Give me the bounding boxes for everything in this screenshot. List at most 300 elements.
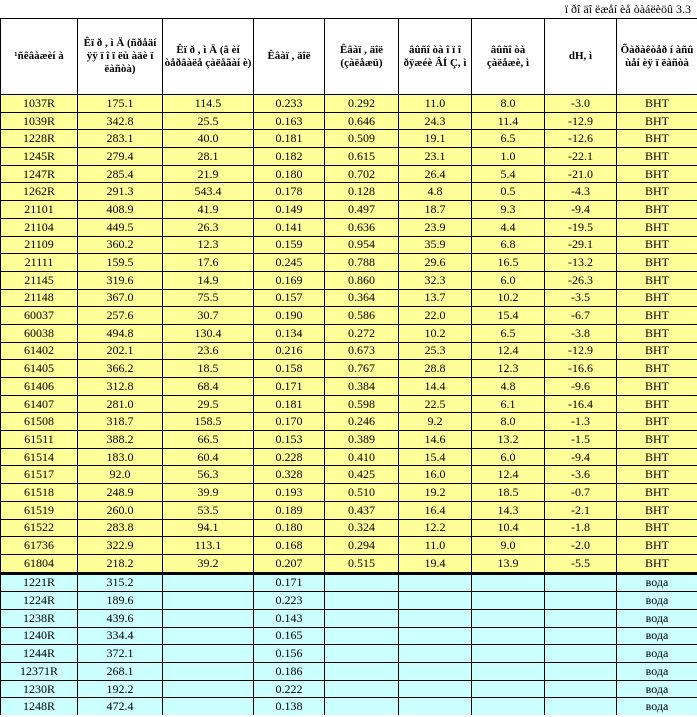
- table-cell: 315.2: [78, 573, 163, 592]
- table-cell: 0.143: [254, 609, 325, 627]
- table-cell: 19.2: [399, 484, 472, 502]
- col-header-kvap: Êâàï , äîë: [254, 19, 325, 95]
- table-cell: 23.6: [163, 342, 254, 360]
- table-cell: -3.6: [545, 466, 617, 484]
- table-row: [1, 501, 697, 519]
- table-cell: -3.0: [545, 95, 617, 113]
- table-row: [1, 395, 697, 413]
- table-cell: [545, 627, 617, 645]
- table-cell: -9.4: [545, 201, 617, 219]
- table-cell: 312.8: [78, 378, 163, 396]
- table-cell: 283.8: [78, 519, 163, 537]
- table-cell: 16.0: [399, 466, 472, 484]
- table-row: [1, 466, 697, 484]
- table-cell: [472, 592, 545, 610]
- table-cell: 61511: [1, 431, 78, 449]
- table-cell: 439.6: [78, 609, 163, 627]
- table-cell: 0.673: [325, 342, 399, 360]
- table-row: [1, 609, 697, 627]
- table-cell: 61407: [1, 395, 78, 413]
- table-cell: 0.702: [325, 165, 399, 183]
- table-cell: 0.245: [254, 254, 325, 272]
- table-cell: 21104: [1, 218, 78, 236]
- table-cell: 0.163: [254, 112, 325, 130]
- table-row: [1, 289, 697, 307]
- table-cell: [545, 663, 617, 681]
- table-cell: вода: [617, 573, 697, 592]
- header-row: [1, 19, 697, 95]
- table-cell: [399, 698, 472, 715]
- table-cell: 1039R: [1, 112, 78, 130]
- table-cell: 11.0: [399, 95, 472, 113]
- table-row: [1, 519, 697, 537]
- table-cell: BHT: [617, 395, 697, 413]
- table-cell: 53.5: [163, 501, 254, 519]
- table-cell: вода: [617, 627, 697, 645]
- table-cell: 23.9: [399, 218, 472, 236]
- table-cell: 21101: [1, 201, 78, 219]
- table-cell: BHT: [617, 271, 697, 289]
- table-cell: 0.181: [254, 130, 325, 148]
- table-cell: 61402: [1, 342, 78, 360]
- table-cell: BHT: [617, 148, 697, 166]
- table-cell: 281.0: [78, 395, 163, 413]
- table-cell: 12.2: [399, 519, 472, 537]
- table-cell: BHT: [617, 112, 697, 130]
- table-cell: 0.272: [325, 324, 399, 342]
- table-cell: 6.5: [472, 324, 545, 342]
- table-cell: -1.5: [545, 431, 617, 449]
- table-cell: [399, 680, 472, 698]
- table-cell: 12371R: [1, 663, 78, 681]
- table-cell: 0.156: [254, 645, 325, 663]
- table-cell: 192.2: [78, 680, 163, 698]
- table-cell: 13.2: [472, 431, 545, 449]
- table-cell: [163, 592, 254, 610]
- table-cell: 322.9: [78, 537, 163, 555]
- table-cell: 12.3: [163, 236, 254, 254]
- table-cell: 61518: [1, 484, 78, 502]
- table-cell: 279.4: [78, 148, 163, 166]
- table-cell: 342.8: [78, 112, 163, 130]
- table-cell: 56.3: [163, 466, 254, 484]
- table-cell: 94.1: [163, 519, 254, 537]
- table-cell: BHT: [617, 183, 697, 201]
- table-body: [1, 95, 697, 716]
- table-cell: 334.4: [78, 627, 163, 645]
- table-cell: 0.170: [254, 413, 325, 431]
- table-cell: 60.4: [163, 448, 254, 466]
- table-cell: 12.4: [472, 342, 545, 360]
- table-cell: 0.190: [254, 307, 325, 325]
- table-cell: [472, 645, 545, 663]
- table-cell: 13.7: [399, 289, 472, 307]
- table-cell: 68.4: [163, 378, 254, 396]
- table-cell: 449.5: [78, 218, 163, 236]
- table-cell: BHT: [617, 236, 697, 254]
- table-cell: [472, 627, 545, 645]
- table-cell: вода: [617, 592, 697, 610]
- table-cell: BHT: [617, 413, 697, 431]
- table-cell: 19.4: [399, 554, 472, 573]
- table-cell: [163, 680, 254, 698]
- table-cell: BHT: [617, 254, 697, 272]
- table-cell: 26.4: [399, 165, 472, 183]
- table-cell: 0.294: [325, 537, 399, 555]
- table-cell: 0.324: [325, 519, 399, 537]
- table-cell: 21148: [1, 289, 78, 307]
- table-cell: 61508: [1, 413, 78, 431]
- table-cell: -4.3: [545, 183, 617, 201]
- table-cell: -19.5: [545, 218, 617, 236]
- table-cell: [163, 573, 254, 592]
- table-cell: [163, 698, 254, 715]
- table-cell: BHT: [617, 378, 697, 396]
- table-cell: 35.9: [399, 236, 472, 254]
- table-cell: -12.9: [545, 112, 617, 130]
- table-cell: 0.223: [254, 592, 325, 610]
- table-cell: 285.4: [78, 165, 163, 183]
- table-cell: 0.180: [254, 519, 325, 537]
- table-cell: 189.6: [78, 592, 163, 610]
- table-row: [1, 112, 697, 130]
- table-cell: 283.1: [78, 130, 163, 148]
- table-cell: 114.5: [163, 95, 254, 113]
- table-cell: 61736: [1, 537, 78, 555]
- table-cell: [399, 645, 472, 663]
- table-cell: 41.9: [163, 201, 254, 219]
- table-cell: [163, 645, 254, 663]
- table-cell: 9.3: [472, 201, 545, 219]
- table-row: [1, 431, 697, 449]
- table-cell: 291.3: [78, 183, 163, 201]
- table-cell: 39.9: [163, 484, 254, 502]
- table-cell: [545, 609, 617, 627]
- table-cell: 28.1: [163, 148, 254, 166]
- table-cell: 19.1: [399, 130, 472, 148]
- table-cell: -1.3: [545, 413, 617, 431]
- table-cell: [472, 573, 545, 592]
- table-cell: 60038: [1, 324, 78, 342]
- table-cell: 1244R: [1, 645, 78, 663]
- table-cell: 1248R: [1, 698, 78, 715]
- table-cell: 4.8: [472, 378, 545, 396]
- table-row: [1, 378, 697, 396]
- table-cell: 30.7: [163, 307, 254, 325]
- table-cell: 4.4: [472, 218, 545, 236]
- table-cell: 1037R: [1, 95, 78, 113]
- table-cell: -5.5: [545, 554, 617, 573]
- table-cell: [545, 573, 617, 592]
- table-cell: 39.2: [163, 554, 254, 573]
- table-cell: 9.2: [399, 413, 472, 431]
- table-cell: 21109: [1, 236, 78, 254]
- table-cell: BHT: [617, 130, 697, 148]
- table-cell: [472, 680, 545, 698]
- table-cell: -9.4: [545, 448, 617, 466]
- table-cell: вода: [617, 663, 697, 681]
- table-cell: 26.3: [163, 218, 254, 236]
- table-cell: [472, 663, 545, 681]
- table-cell: 0.328: [254, 466, 325, 484]
- table-row: [1, 698, 697, 715]
- table-cell: [163, 663, 254, 681]
- table-row: [1, 360, 697, 378]
- table-cell: BHT: [617, 201, 697, 219]
- table-cell: -16.4: [545, 395, 617, 413]
- table-cell: BHT: [617, 360, 697, 378]
- table-cell: 0.860: [325, 271, 399, 289]
- table-cell: 6.1: [472, 395, 545, 413]
- table-row: [1, 627, 697, 645]
- table-cell: 248.9: [78, 484, 163, 502]
- table-cell: [399, 573, 472, 592]
- table-cell: BHT: [617, 501, 697, 519]
- table-cell: 0.171: [254, 378, 325, 396]
- table-cell: BHT: [617, 95, 697, 113]
- table-cell: 260.0: [78, 501, 163, 519]
- table-row: [1, 484, 697, 502]
- table-cell: 15.4: [472, 307, 545, 325]
- table-cell: 5.4: [472, 165, 545, 183]
- table-cell: -2.0: [545, 537, 617, 555]
- table-cell: 0.207: [254, 554, 325, 573]
- table-cell: [325, 573, 399, 592]
- table-cell: 1221R: [1, 573, 78, 592]
- table-row: [1, 554, 697, 573]
- table-cell: 0.233: [254, 95, 325, 113]
- table-cell: 130.4: [163, 324, 254, 342]
- table-cell: 1238R: [1, 609, 78, 627]
- table-cell: -29.1: [545, 236, 617, 254]
- table-cell: -2.1: [545, 501, 617, 519]
- table-cell: 1.0: [472, 148, 545, 166]
- table-cell: [325, 680, 399, 698]
- table-cell: 494.8: [78, 324, 163, 342]
- table-row: [1, 663, 697, 681]
- table-row: [1, 342, 697, 360]
- table-cell: 0.149: [254, 201, 325, 219]
- table-cell: 0.598: [325, 395, 399, 413]
- table-cell: 1245R: [1, 148, 78, 166]
- table-cell: -22.1: [545, 148, 617, 166]
- table-cell: 218.2: [78, 554, 163, 573]
- table-cell: 25.5: [163, 112, 254, 130]
- table-cell: 0.165: [254, 627, 325, 645]
- table-cell: BHT: [617, 431, 697, 449]
- table-cell: 0.437: [325, 501, 399, 519]
- table-cell: 15.4: [399, 448, 472, 466]
- table-cell: 0.158: [254, 360, 325, 378]
- table-cell: 0.410: [325, 448, 399, 466]
- table-cell: -0.7: [545, 484, 617, 502]
- table-row: [1, 271, 697, 289]
- table-cell: 0.384: [325, 378, 399, 396]
- table-cell: 24.3: [399, 112, 472, 130]
- table-cell: 0.509: [325, 130, 399, 148]
- table-cell: 388.2: [78, 431, 163, 449]
- table-cell: 10.4: [472, 519, 545, 537]
- table-cell: 0.228: [254, 448, 325, 466]
- table-cell: 268.1: [78, 663, 163, 681]
- table-cell: 158.5: [163, 413, 254, 431]
- table-cell: 14.4: [399, 378, 472, 396]
- col-header-perm-interval: Êï ð , ì Ä (â èí òåðâàëå çàëåãàí è): [163, 19, 254, 95]
- table-cell: 1228R: [1, 130, 78, 148]
- table-cell: 32.3: [399, 271, 472, 289]
- table-cell: [325, 645, 399, 663]
- table-cell: 0.216: [254, 342, 325, 360]
- table-cell: 0.767: [325, 360, 399, 378]
- table-cell: BHT: [617, 307, 697, 325]
- table-cell: 367.0: [78, 289, 163, 307]
- table-cell: -9.6: [545, 378, 617, 396]
- table-cell: -16.6: [545, 360, 617, 378]
- table-cell: 13.9: [472, 554, 545, 573]
- table-cell: 0.169: [254, 271, 325, 289]
- table-cell: [399, 592, 472, 610]
- table-cell: 0.138: [254, 698, 325, 715]
- table-cell: 60037: [1, 307, 78, 325]
- col-header-well: ¹ñêâàæèí à: [1, 19, 78, 95]
- table-cell: [399, 609, 472, 627]
- table-cell: 0.189: [254, 501, 325, 519]
- table-row: [1, 148, 697, 166]
- table-cell: 202.1: [78, 342, 163, 360]
- table-cell: вода: [617, 698, 697, 715]
- table-cell: 21111: [1, 254, 78, 272]
- table-cell: BHT: [617, 466, 697, 484]
- table-row: [1, 183, 697, 201]
- table-cell: 21145: [1, 271, 78, 289]
- table-cell: 25.3: [399, 342, 472, 360]
- table-cell: -26.3: [545, 271, 617, 289]
- table-cell: 6.8: [472, 236, 545, 254]
- table-cell: -3.8: [545, 324, 617, 342]
- table-cell: 6.5: [472, 130, 545, 148]
- table-cell: 0.186: [254, 663, 325, 681]
- table-cell: 10.2: [472, 289, 545, 307]
- table-cell: 0.510: [325, 484, 399, 502]
- table-cell: 16.5: [472, 254, 545, 272]
- table-cell: 0.128: [325, 183, 399, 201]
- table-cell: 61406: [1, 378, 78, 396]
- table-cell: 17.6: [163, 254, 254, 272]
- table-cell: 40.0: [163, 130, 254, 148]
- table-cell: BHT: [617, 165, 697, 183]
- col-header-kvap-deposit: Êâàï , äîë (çàëåæü): [325, 19, 399, 95]
- table-cell: 0.389: [325, 431, 399, 449]
- col-header-perm-avg: Êï ð , ì Ä (ñðåäí ÿÿ ï î ï ëù àäè ï ëàñòà): [78, 19, 163, 95]
- table-cell: 12.3: [472, 360, 545, 378]
- table-row: [1, 413, 697, 431]
- table-row: [1, 218, 697, 236]
- table-cell: 1224R: [1, 592, 78, 610]
- table-row: [1, 645, 697, 663]
- table-cell: 0.141: [254, 218, 325, 236]
- table-cell: 257.6: [78, 307, 163, 325]
- table-cell: 0.586: [325, 307, 399, 325]
- table-cell: 0.615: [325, 148, 399, 166]
- table-cell: вода: [617, 645, 697, 663]
- table-cell: 22.0: [399, 307, 472, 325]
- table-cell: BHT: [617, 324, 697, 342]
- table-cell: 29.6: [399, 254, 472, 272]
- table-cell: [325, 698, 399, 715]
- table-row: [1, 201, 697, 219]
- table-cell: 61514: [1, 448, 78, 466]
- table-row: [1, 165, 697, 183]
- table-cell: 0.134: [254, 324, 325, 342]
- table-row: [1, 95, 697, 113]
- table-cell: 472.4: [78, 698, 163, 715]
- table-cell: 360.2: [78, 236, 163, 254]
- table-cell: 0.246: [325, 413, 399, 431]
- table-cell: BHT: [617, 218, 697, 236]
- table-cell: 61522: [1, 519, 78, 537]
- table-cell: 0.182: [254, 148, 325, 166]
- col-header-height-deposit: âûñî òà çàëåæè, ì: [472, 19, 545, 95]
- table-cell: [325, 663, 399, 681]
- table-row: [1, 254, 697, 272]
- table-cell: -12.6: [545, 130, 617, 148]
- table-cell: 11.0: [399, 537, 472, 555]
- table-cell: 0.5: [472, 183, 545, 201]
- table-cell: 61517: [1, 466, 78, 484]
- table-cell: -3.5: [545, 289, 617, 307]
- table-row: [1, 236, 697, 254]
- table-cell: 0.178: [254, 183, 325, 201]
- table-cell: 21.9: [163, 165, 254, 183]
- table-cell: 18.5: [472, 484, 545, 502]
- table-cell: 318.7: [78, 413, 163, 431]
- table-cell: -1.8: [545, 519, 617, 537]
- table-cell: 9.0: [472, 537, 545, 555]
- table-cell: 0.181: [254, 395, 325, 413]
- table-cell: 8.0: [472, 413, 545, 431]
- table-cell: 18.5: [163, 360, 254, 378]
- table-cell: 0.636: [325, 218, 399, 236]
- wells-table: [0, 18, 697, 715]
- table-caption: ï ðî äî ëæåí èå òàáëèöû 3.3: [564, 2, 691, 16]
- table-cell: 28.8: [399, 360, 472, 378]
- table-cell: BHT: [617, 342, 697, 360]
- table-cell: [399, 627, 472, 645]
- table-cell: 8.0: [472, 95, 545, 113]
- table-cell: 22.5: [399, 395, 472, 413]
- table-cell: [325, 609, 399, 627]
- table-cell: 14.9: [163, 271, 254, 289]
- table-cell: [163, 609, 254, 627]
- table-cell: 4.8: [399, 183, 472, 201]
- table-cell: 0.157: [254, 289, 325, 307]
- table-row: [1, 680, 697, 698]
- table-cell: 408.9: [78, 201, 163, 219]
- table-cell: [325, 592, 399, 610]
- table-cell: [325, 627, 399, 645]
- table-cell: 366.2: [78, 360, 163, 378]
- table-row: [1, 573, 697, 592]
- table-cell: 113.1: [163, 537, 254, 555]
- table-cell: -12.9: [545, 342, 617, 360]
- table-cell: 0.193: [254, 484, 325, 502]
- table-cell: BHT: [617, 519, 697, 537]
- table-cell: [545, 698, 617, 715]
- table-cell: 0.425: [325, 466, 399, 484]
- table-cell: 61519: [1, 501, 78, 519]
- table-cell: BHT: [617, 448, 697, 466]
- table-cell: 0.159: [254, 236, 325, 254]
